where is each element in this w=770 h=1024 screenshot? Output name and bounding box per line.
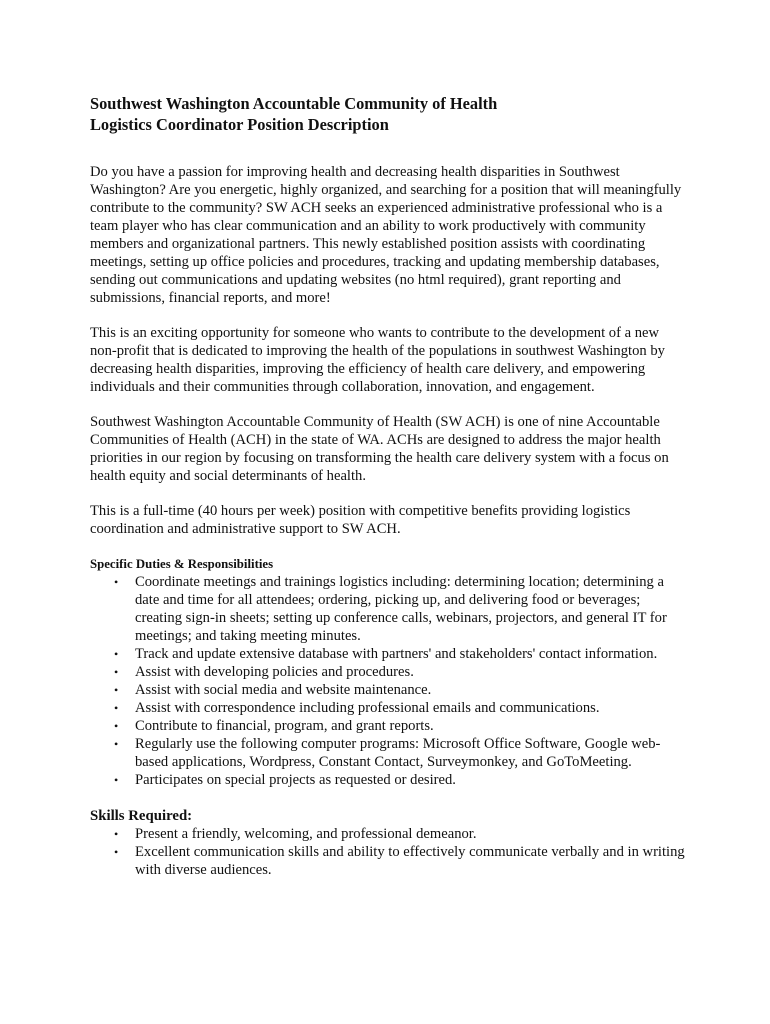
bullet-icon: • bbox=[114, 683, 119, 697]
list-item-text: Assist with developing policies and procedures. bbox=[135, 664, 414, 680]
bullet-icon: • bbox=[114, 845, 119, 859]
list-item bbox=[90, 681, 686, 699]
duties-heading: Specific Duties & Responsibilities bbox=[90, 557, 274, 571]
list-item-text: Regularly use the following computer programs: Microsoft Office Software, Google web-based applications, Wordpress, Constant Contact, Surveymonkey, and GoToMeeting. bbox=[135, 736, 661, 770]
list-item bbox=[90, 771, 686, 789]
title-line-2: Logistics Coordinator Position Description bbox=[90, 115, 389, 134]
about-paragraph: Southwest Washington Accountable Community of Health (SW ACH) is one of nine Accountable Communities of Health (ACH) in the state of WA. ACHs are designed to address the major health priorities in our region by focusing on transforming the health care delivery system with a focus on health equity and social determinants of health. bbox=[90, 414, 669, 484]
list-item-text: Excellent communication skills and ability to effectively communicate verbally and in writing with diverse audiences. bbox=[135, 844, 685, 878]
list-item-text: Assist with correspondence including professional emails and communications. bbox=[135, 700, 600, 716]
list-item bbox=[90, 735, 686, 771]
document-page bbox=[90, 93, 686, 879]
list-item bbox=[90, 645, 686, 663]
list-item bbox=[90, 699, 686, 717]
position-type-paragraph: This is a full-time (40 hours per week) position with competitive benefits providing logistics coordination and administrative support to SW ACH. bbox=[90, 503, 631, 537]
skills-list bbox=[90, 825, 686, 879]
list-item-text: Present a friendly, welcoming, and professional demeanor. bbox=[135, 826, 477, 842]
list-item bbox=[90, 573, 686, 645]
list-item-text: Participates on special projects as requested or desired. bbox=[135, 772, 456, 788]
bullet-icon: • bbox=[114, 665, 119, 679]
list-item bbox=[90, 843, 686, 879]
bullet-icon: • bbox=[114, 647, 119, 661]
bullet-icon: • bbox=[114, 719, 119, 733]
list-item bbox=[90, 717, 686, 735]
list-item-text: Coordinate meetings and trainings logistics including: determining location; determining a date and time for all attendees; ordering, picking up, and delivering food or beverages; creating sign-in sheets; setting up conference calls, webinars, projectors, and general IT for meetings; and taking meeting minutes. bbox=[135, 574, 667, 644]
intro-paragraph: Do you have a passion for improving health and decreasing health disparities in Southwest Washington? Are you energetic, highly organized, and searching for a position that will meaningfully contribute to the community? SW ACH seeks an experienced administrative professional who is a team player who has clear communication and an ability to work productively with community members and organizational partners. This newly established position assists with coordinating meetings, setting up office policies and procedures, tracking and updating membership databases, sending out communications and updating websites (no html required), grant reporting and submissions, financial reports, and more! bbox=[90, 164, 682, 306]
opportunity-paragraph: This is an exciting opportunity for someone who wants to contribute to the development of a new non-profit that is dedicated to improving the health of the populations in southwest Washington by decreasing health disparities, improving the efficiency of health care delivery, and empowering individuals and their communities through collaboration, innovation, and engagement. bbox=[90, 325, 665, 395]
list-item-text: Track and update extensive database with partners' and stakeholders' contact information. bbox=[135, 646, 658, 662]
list-item bbox=[90, 825, 686, 843]
list-item bbox=[90, 663, 686, 681]
duties-list bbox=[90, 573, 686, 789]
skills-heading: Skills Required: bbox=[90, 808, 193, 824]
document-title bbox=[90, 93, 686, 135]
list-item-text: Assist with social media and website maintenance. bbox=[135, 682, 432, 698]
list-item-text: Contribute to financial, program, and grant reports. bbox=[135, 718, 434, 734]
bullet-icon: • bbox=[114, 575, 119, 589]
bullet-icon: • bbox=[114, 701, 119, 715]
bullet-icon: • bbox=[114, 773, 119, 787]
bullet-icon: • bbox=[114, 737, 119, 751]
title-line-1: Southwest Washington Accountable Community of Health bbox=[90, 94, 498, 113]
bullet-icon: • bbox=[114, 827, 119, 841]
